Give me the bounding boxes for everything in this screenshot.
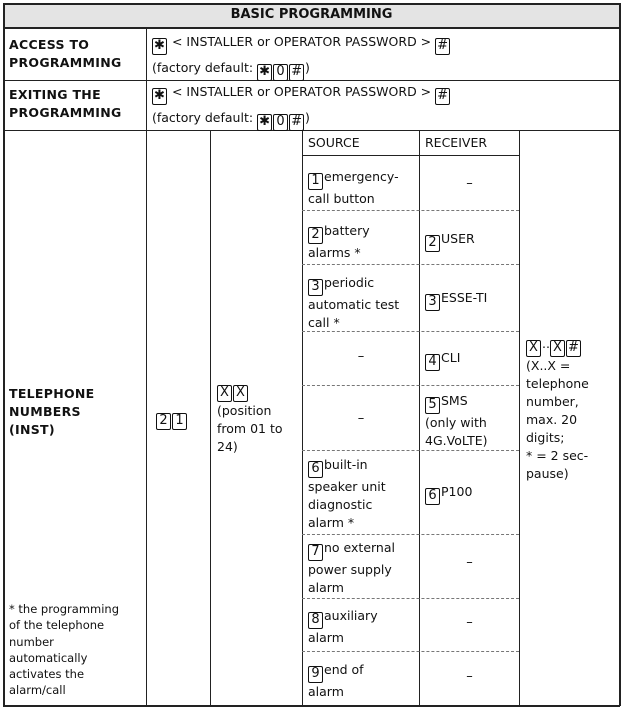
x-key: X xyxy=(550,340,565,357)
digit-key: 1 xyxy=(172,413,187,430)
x-key: X xyxy=(217,385,232,402)
digit-key: 2 xyxy=(308,227,323,244)
exiting-instruction: ✱ < INSTALLER or OPERATOR PASSWORD > # (factory default: ✱ 0 # ) xyxy=(152,83,617,131)
receiver-entry-8: – xyxy=(466,615,473,630)
table-title: BASIC PROGRAMMING xyxy=(230,7,393,22)
receiver-entry-7: – xyxy=(466,555,473,570)
source-entry-4: – xyxy=(357,349,365,364)
x-key: X xyxy=(526,340,541,357)
hash-key: # xyxy=(289,114,304,131)
digit-key: 2 xyxy=(425,235,440,252)
telephone-number: X .. X # (X..X = telephone number, max. 20 digits; * = 2 sec- pause) xyxy=(526,336,589,481)
source-entry-9: 9 end of alarm xyxy=(308,662,364,699)
hash-key: # xyxy=(289,64,304,81)
x-key: X xyxy=(233,385,248,402)
hash-key: # xyxy=(566,340,581,357)
access-instruction: ✱ < INSTALLER or OPERATOR PASSWORD > # (factory default: ✱ 0 # ) xyxy=(152,33,617,81)
source-entry-2: 2 battery alarms * xyxy=(308,223,370,260)
exiting-label: EXITING THE PROGRAMMING xyxy=(9,87,122,120)
source-entry-6: 6 built-in speaker unit diagnostic alarm * xyxy=(308,457,386,530)
digit-key: 6 xyxy=(425,488,440,505)
source-entry-1: 1 emergency- call button xyxy=(308,169,399,206)
digit-key: 1 xyxy=(308,173,323,190)
receiver-entry-2: 2 USER xyxy=(425,230,519,252)
receiver-entry-4: 4 CLI xyxy=(425,349,519,371)
source-header: SOURCE xyxy=(308,135,360,150)
receiver-entry-3: 3 ESSE-TI xyxy=(425,289,519,311)
telephone-position: X X (position from 01 to 24) xyxy=(217,385,283,454)
source-entry-3: 3 periodic automatic test call * xyxy=(308,275,400,330)
digit-key: 6 xyxy=(308,461,323,478)
source-entry-7: 7 no external power supply alarm xyxy=(308,540,395,595)
zero-key: 0 xyxy=(273,64,288,81)
digit-key: 7 xyxy=(308,544,323,561)
zero-key: 0 xyxy=(273,114,288,131)
telephone-note: * the programming of the telephone number automatically activates the alarm/call xyxy=(9,602,120,698)
access-label: ACCESS TO PROGRAMMING xyxy=(9,37,122,70)
telephone-label: TELEPHONE NUMBERS (INST) xyxy=(9,386,95,437)
star-key: ✱ xyxy=(257,64,272,81)
receiver-entry-1: – xyxy=(466,176,473,191)
star-key: ✱ xyxy=(257,114,272,131)
digit-key: 2 xyxy=(156,413,171,430)
basic-programming-table xyxy=(3,3,620,706)
source-entry-8: 8 auxiliary alarm xyxy=(308,608,378,645)
star-key: ✱ xyxy=(152,38,167,55)
digit-key: 3 xyxy=(425,294,440,311)
receiver-header: RECEIVER xyxy=(425,135,488,150)
digit-key: 5 xyxy=(425,397,440,414)
table-header xyxy=(3,3,620,27)
source-entry-5: – xyxy=(357,411,365,426)
hash-key: # xyxy=(435,88,450,105)
hash-key: # xyxy=(435,38,450,55)
star-key: ✱ xyxy=(152,88,167,105)
telephone-code xyxy=(156,406,210,430)
receiver-entry-5: 5 SMS (only with 4G.VoLTE) xyxy=(425,393,488,448)
receiver-entry-9: – xyxy=(466,669,473,684)
digit-key: 9 xyxy=(308,666,323,683)
digit-key: 8 xyxy=(308,612,323,629)
receiver-entry-6: 6 P100 xyxy=(425,483,519,505)
digit-key: 3 xyxy=(308,279,323,296)
digit-key: 4 xyxy=(425,354,440,371)
